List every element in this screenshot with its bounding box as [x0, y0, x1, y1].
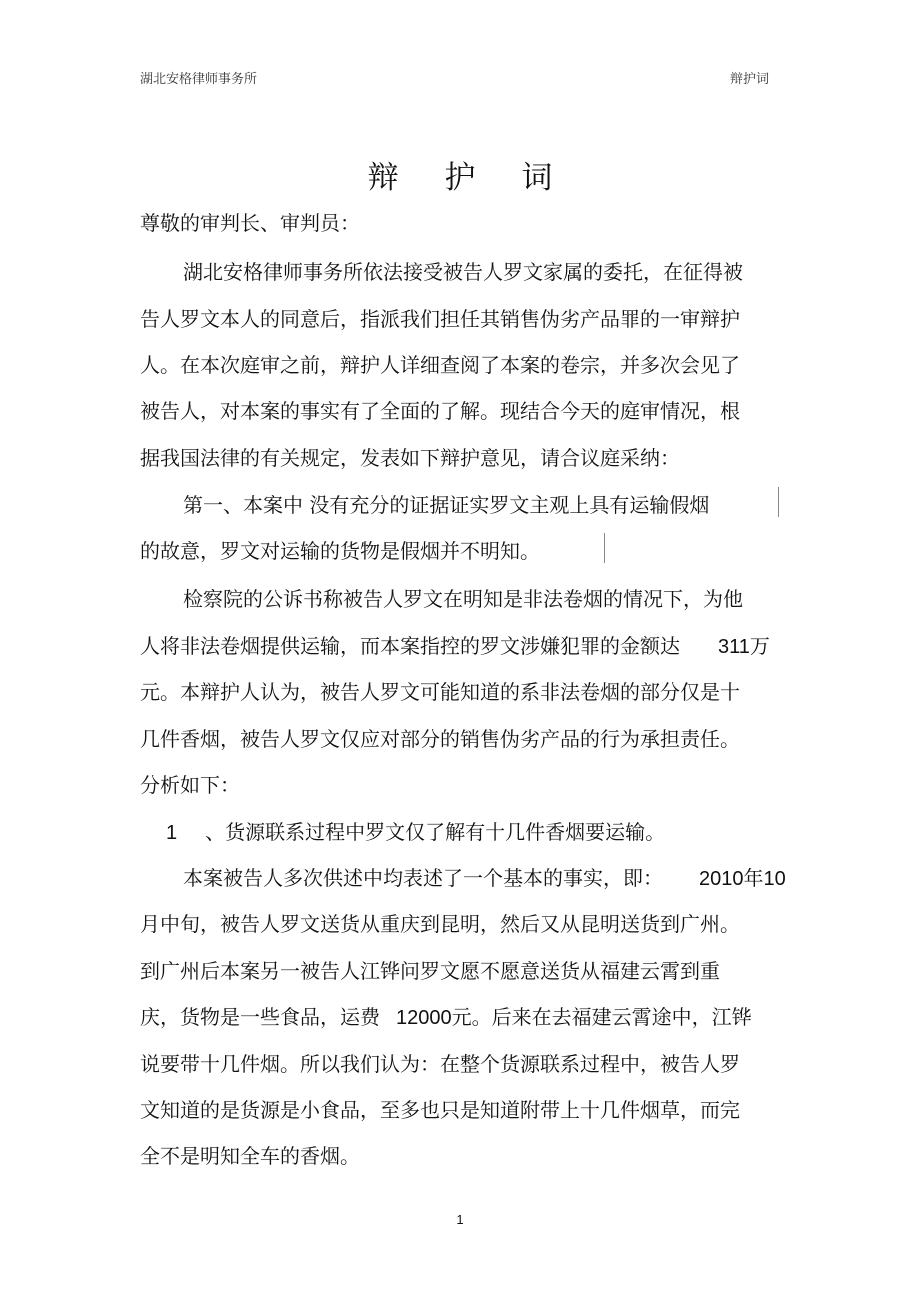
- paragraph-line: 文知道的是货源是小食品，至多也只是知道附带上十几件烟草，而完: [140, 1098, 740, 1122]
- paragraph-line: 人。在本次庭审之前，辩护人详细查阅了本案的卷宗，并多次会见了: [140, 353, 740, 377]
- salutation: 尊敬的审判长、审判员：: [140, 211, 360, 235]
- list-item: 1 、货源联系过程中罗文仅了解有十几件香烟要运输。: [166, 820, 666, 844]
- paragraph-line: 庆，货物是一些食品，运费 12000元。后来在去福建云霄途中，江铧: [140, 1005, 752, 1029]
- paragraph-line: 被告人，对本案的事实有了全面的了解。现结合今天的庭审情况，根: [140, 399, 740, 423]
- revision-mark: [778, 487, 779, 517]
- paragraph-line: 全不是明知全车的香烟。: [140, 1144, 360, 1168]
- paragraph-line: 到广州后本案另一被告人江铧问罗文愿不愿意送货从福建云霄到重: [140, 959, 720, 983]
- page-number: 1: [456, 1212, 464, 1227]
- amount-value: 311: [718, 636, 750, 658]
- section-heading-line: 第一、本案中 没有充分的证据证实罗文主观上具有运输假烟: [183, 493, 710, 517]
- paragraph-line: 说要带十几件烟。所以我们认为：在整个货源联系过程中，被告人罗: [140, 1052, 740, 1076]
- section-heading-line: 的故意，罗文对运输的货物是假烟并不明知。: [140, 539, 540, 563]
- paragraph-line: 分析如下：: [140, 773, 240, 797]
- header-doc-type: 辩护词: [730, 72, 770, 87]
- paragraph-line: 几件香烟，被告人罗文仅应对部分的销售伪劣产品的行为承担责任。: [140, 727, 740, 751]
- paragraph-line: 据我国法律的有关规定，发表如下辩护意见，请合议庭采纳：: [140, 446, 680, 470]
- header-firm-name: 湖北安格律师事务所: [140, 72, 258, 87]
- paragraph-line: 检察院的公诉书称被告人罗文在明知是非法卷烟的情况下，为他: [183, 587, 743, 611]
- freight-value: 12000: [396, 1007, 452, 1029]
- paragraph-line: 人将非法卷烟提供运输，而本案指控的罗文涉嫌犯罪的金额达 311万: [140, 634, 770, 658]
- revision-mark: [604, 533, 605, 563]
- paragraph-line: 月中旬，被告人罗文送货从重庆到昆明，然后又从昆明送货到广州。: [140, 912, 740, 936]
- paragraph-line: 湖北安格律师事务所依法接受被告人罗文家属的委托，在征得被: [183, 260, 743, 284]
- paragraph-line: 告人罗文本人的同意后，指派我们担任其销售伪劣产品罪的一审辩护: [140, 307, 740, 331]
- page-title: 辩 护 词: [367, 160, 571, 196]
- paragraph-line: 元。本辩护人认为，被告人罗文可能知道的系非法卷烟的部分仅是十: [140, 680, 740, 704]
- paragraph-line: 本案被告人多次供述中均表述了一个基本的事实，即： 2010年10: [183, 866, 786, 890]
- list-item-number: 1: [166, 822, 178, 844]
